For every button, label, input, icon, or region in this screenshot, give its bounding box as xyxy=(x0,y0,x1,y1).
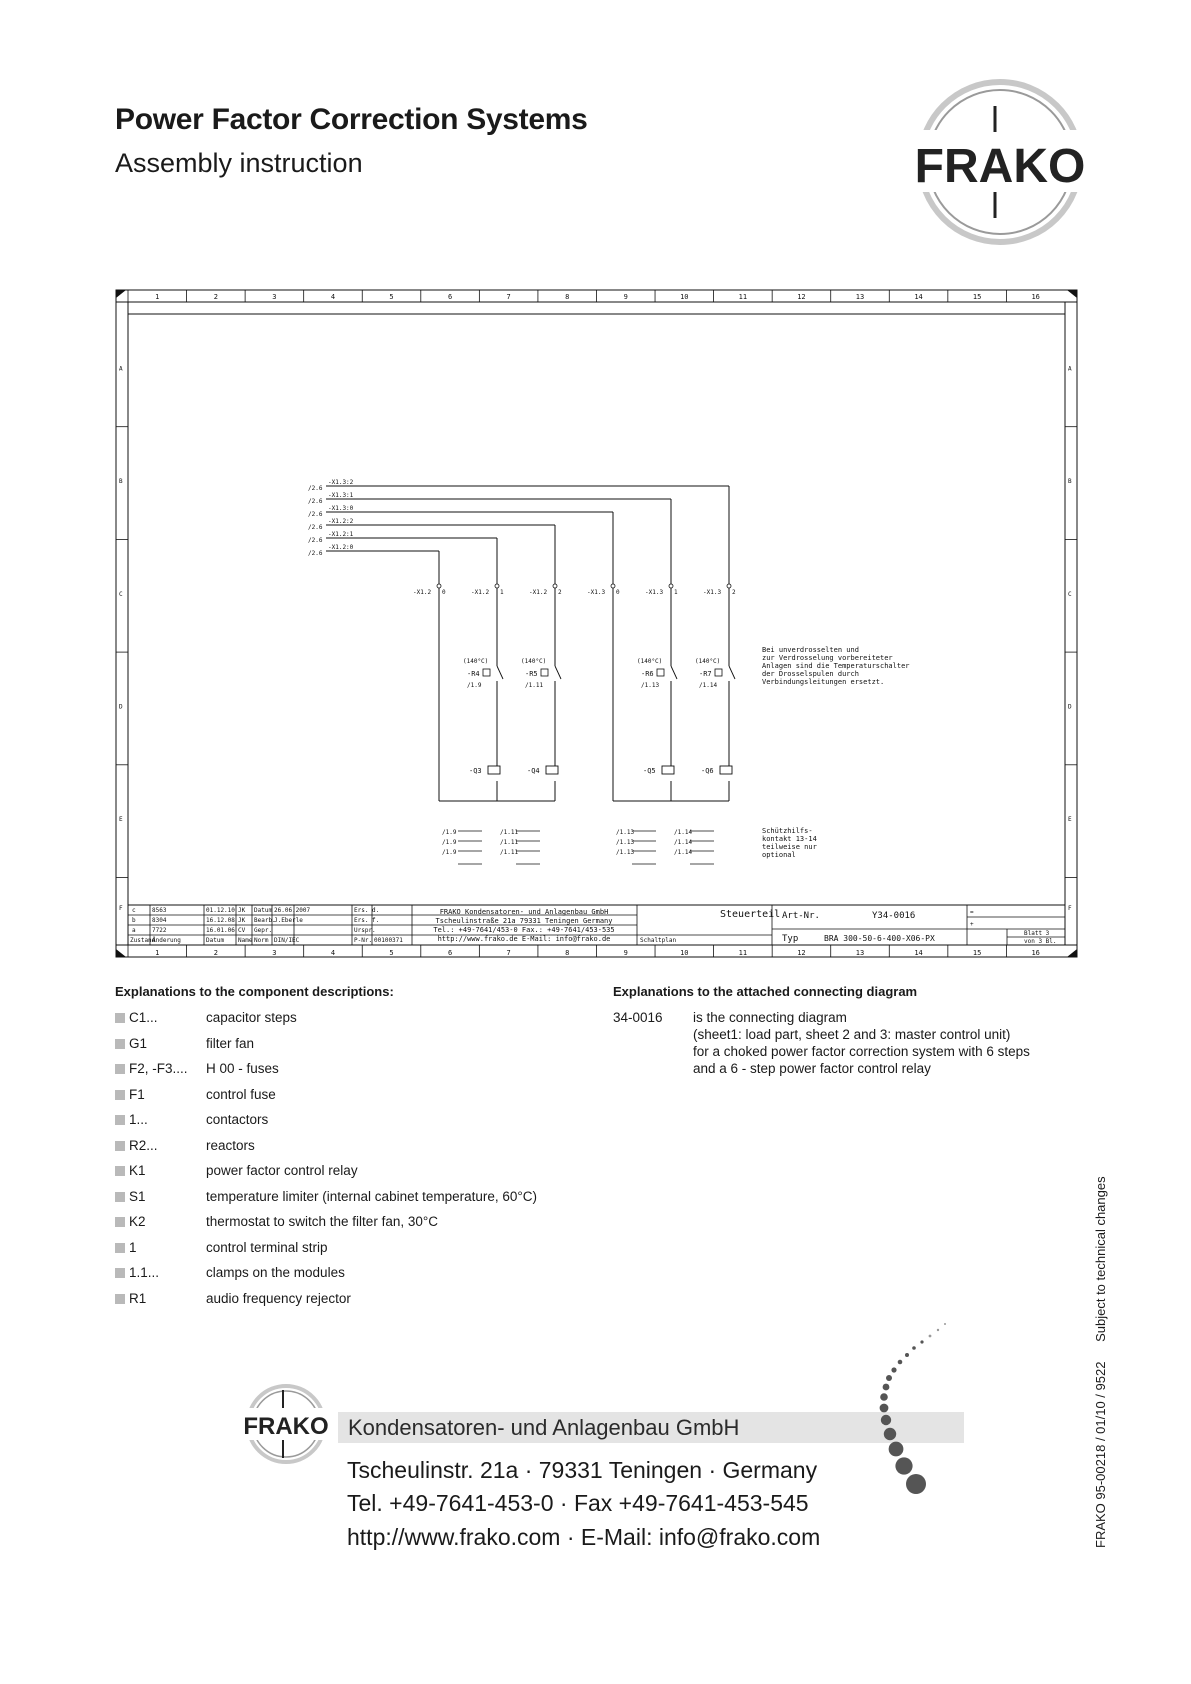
thermo-temp: (140°C) xyxy=(463,658,489,665)
page-subtitle: Assembly instruction xyxy=(115,148,363,178)
contact-ref: /1.11 xyxy=(500,839,519,846)
svg-text:DIN/IEC: DIN/IEC xyxy=(274,937,300,944)
svg-text:+: + xyxy=(970,921,974,928)
dot xyxy=(883,1384,890,1391)
component-item xyxy=(115,1291,351,1309)
cross-ref: /2.6 xyxy=(308,524,323,531)
component-desc: contactors xyxy=(206,1112,269,1127)
svg-text:Tscheulinstraße 21a 79331 T: Tscheulinstraße 21a 79331 Teningen Germany xyxy=(435,917,613,925)
terminal-ref: -X1.3:2 xyxy=(328,479,354,486)
diagram-explanations-heading: Explanations to the attached connecting diagram xyxy=(613,984,918,999)
svg-text:26.06.2007: 26.06.2007 xyxy=(274,907,311,914)
thermo-temp: (140°C) xyxy=(695,658,721,665)
contact-ref: /1.14 xyxy=(674,839,693,846)
column-label: 11 xyxy=(738,293,748,301)
svg-text:Datum: Datum xyxy=(206,937,225,944)
component-code: K1 xyxy=(129,1163,146,1178)
dot xyxy=(880,1393,888,1401)
column-label: 15 xyxy=(972,949,982,957)
component-code: 1.1... xyxy=(129,1265,160,1280)
terminal-point xyxy=(611,584,615,588)
svg-text:=: = xyxy=(970,909,974,916)
component-desc: H 00 - fuses xyxy=(206,1061,279,1076)
terminal-label: -X1.3 xyxy=(703,589,722,596)
svg-text:Zustand: Zustand xyxy=(130,937,156,944)
component-item xyxy=(115,1265,345,1283)
svg-text:16.12.08: 16.12.08 xyxy=(206,917,235,924)
footer-frako-logo xyxy=(238,1380,334,1468)
component-item xyxy=(115,1112,268,1130)
diagram-desc-line: (sheet1: load part, sheet 2 and 3: master control unit) xyxy=(693,1027,1011,1042)
terminal-point xyxy=(553,584,557,588)
terminal-label: -X1.2 xyxy=(529,589,548,596)
terminal-point xyxy=(495,584,499,588)
svg-text:Y34-0016: Y34-0016 xyxy=(872,911,916,921)
component-explanations-heading: Explanations to the component descriptions: xyxy=(115,984,394,999)
component-code: 1... xyxy=(129,1112,148,1127)
component-code: F2, -F3.... xyxy=(129,1061,188,1076)
document-number: FRAKO 95-00218 / 01/10 / 9522 xyxy=(1093,1361,1108,1548)
column-label: 16 xyxy=(1031,949,1040,957)
svg-text:Bei unverdrosselten und: Bei unverdrosselten und xyxy=(762,646,859,654)
svg-text:BRA 300-50-6-400-X06-PX: BRA 300-50-6-400-X06-PX xyxy=(824,934,935,943)
column-label: 4 xyxy=(330,949,336,957)
terminal-point xyxy=(669,584,673,588)
svg-text:8304: 8304 xyxy=(152,917,167,924)
thermo-ref: /1.9 xyxy=(467,682,482,689)
row-label: D xyxy=(1068,703,1072,711)
contactor-label: -Q3 xyxy=(469,767,482,775)
contact-ref: /1.13 xyxy=(616,829,635,836)
bullet-square-icon xyxy=(115,1192,125,1202)
thermo-name: -R4 xyxy=(467,670,480,678)
thermo-temp: (140°C) xyxy=(637,658,663,665)
row-label: D xyxy=(119,703,123,711)
thermo-symbol xyxy=(657,669,664,676)
column-label: 9 xyxy=(623,293,628,301)
svg-text:7722: 7722 xyxy=(152,927,167,934)
logo-text: FRAKO xyxy=(914,140,1086,193)
svg-text:optional: optional xyxy=(762,851,796,859)
column-label: 5 xyxy=(389,949,394,957)
component-item xyxy=(115,1087,276,1105)
svg-text:01.12.10: 01.12.10 xyxy=(206,907,235,914)
dot xyxy=(881,1415,891,1425)
contactor-label: -Q6 xyxy=(701,767,714,775)
component-desc: filter fan xyxy=(206,1035,255,1051)
svg-text:Steuerteil: Steuerteil xyxy=(720,909,781,920)
footer-address: Tscheulinstr. 21a · 79331 Teningen · Germany xyxy=(347,1457,818,1483)
component-item xyxy=(115,1061,279,1079)
column-label: 14 xyxy=(914,293,923,301)
contactor-coil xyxy=(488,766,500,774)
svg-text:Anlagen sind die Temperatursch: Anlagen sind die Temperaturschalter xyxy=(762,662,910,670)
thermo-name: -R7 xyxy=(699,670,712,678)
terminal-label: -X1.3 xyxy=(587,589,606,596)
column-label: 7 xyxy=(506,293,511,301)
component-desc: capacitor steps xyxy=(206,1010,297,1025)
dot xyxy=(880,1404,889,1413)
cross-ref: /2.6 xyxy=(308,537,323,544)
contact-ref: /1.14 xyxy=(674,849,693,856)
svg-text:Datum: Datum xyxy=(254,907,273,914)
row-label: F xyxy=(1068,905,1072,912)
aux-contact-note xyxy=(762,827,817,859)
svg-text:Schaltplan: Schaltplan xyxy=(640,937,677,944)
dot xyxy=(912,1346,916,1350)
bullet-square-icon xyxy=(115,1294,125,1304)
footer-logo-text: FRAKO xyxy=(243,1413,329,1440)
cross-ref: /2.6 xyxy=(308,485,323,492)
svg-text:Tel.: +49-7641/453-0 Fax.:: Tel.: +49-7641/453-0 Fax.: +49-7641/453-535 xyxy=(433,926,615,934)
svg-text:Verbindungsleitungen ersetzt.: Verbindungsleitungen ersetzt. xyxy=(762,678,885,686)
contact-ref: /1.11 xyxy=(500,849,519,856)
component-code: G1 xyxy=(129,1035,148,1051)
terminal-label: -X1.3 xyxy=(645,589,664,596)
terminal-label: -X1.2 xyxy=(413,589,432,596)
contactor-coil xyxy=(546,766,558,774)
svg-text:Name: Name xyxy=(238,937,253,944)
bullet-square-icon xyxy=(115,1064,125,1074)
component-item xyxy=(115,1214,438,1232)
technical-changes-note: Subject to technical changes xyxy=(1093,1176,1108,1342)
svg-text:00100371: 00100371 xyxy=(374,937,403,944)
component-desc: control terminal strip xyxy=(206,1239,328,1255)
contact-ref: /1.13 xyxy=(616,849,635,856)
contact-ref: /1.13 xyxy=(616,839,635,846)
component-code: R1 xyxy=(129,1290,147,1306)
footer-company-name: Kondensatoren- und Anlagenbau GmbH xyxy=(348,1415,740,1440)
svg-text:von 3 Bl.: von 3 Bl. xyxy=(1024,938,1057,945)
thermo-ref: /1.14 xyxy=(699,682,718,689)
bullet-square-icon xyxy=(115,1243,125,1253)
diagram-desc-line: is the connecting diagram xyxy=(693,1010,847,1025)
svg-text:der Drosselspulen durch: der Drosselspulen durch xyxy=(762,670,859,678)
contact-ref: /1.9 xyxy=(442,829,457,836)
column-label: 8 xyxy=(565,293,570,301)
row-label: A xyxy=(1068,365,1072,373)
component-code: 1 xyxy=(129,1239,137,1255)
component-item xyxy=(115,1240,328,1258)
component-code: C1... xyxy=(129,1010,158,1025)
svg-text:c: c xyxy=(132,907,136,914)
bullet-square-icon xyxy=(115,1141,125,1151)
bullet-square-icon xyxy=(115,1013,125,1023)
thermo-ref: /1.13 xyxy=(641,682,660,689)
component-desc: reactors xyxy=(206,1137,255,1153)
svg-text:Bearb.: Bearb. xyxy=(254,917,276,924)
dot xyxy=(905,1353,909,1357)
thermo-contact xyxy=(497,666,503,679)
terminal-pin: 1 xyxy=(674,589,678,596)
contactor-label: -Q5 xyxy=(643,767,656,775)
bullet-square-icon xyxy=(115,1268,125,1278)
column-label: 12 xyxy=(797,293,806,301)
contact-ref: /1.9 xyxy=(442,839,457,846)
component-code: K2 xyxy=(129,1214,146,1229)
bullet-square-icon xyxy=(115,1039,125,1049)
component-item xyxy=(115,1010,297,1028)
component-desc: control fuse xyxy=(206,1086,276,1102)
column-label: 5 xyxy=(389,293,394,301)
component-desc: thermostat to switch the filter fan, 30°C xyxy=(206,1214,438,1229)
dot xyxy=(929,1335,932,1338)
column-label: 11 xyxy=(738,949,748,957)
column-label: 2 xyxy=(213,293,218,301)
dot xyxy=(906,1474,926,1494)
page-title: Power Factor Correction Systems xyxy=(115,103,588,136)
component-item xyxy=(115,1036,254,1054)
row-label: E xyxy=(1068,816,1072,824)
component-item xyxy=(115,1189,537,1207)
terminal-pin: 0 xyxy=(442,589,446,596)
terminal-pin: 1 xyxy=(500,589,504,596)
column-label: 4 xyxy=(330,293,336,301)
terminal-label: -X1.2 xyxy=(471,589,490,596)
circuit-diagram xyxy=(112,286,1082,963)
terminal-pin: 0 xyxy=(616,589,620,596)
thermo-contact xyxy=(555,666,561,679)
thermo-symbol xyxy=(715,669,722,676)
row-label: F xyxy=(119,905,123,912)
svg-text:http://www.frako.de E-Mail:: http://www.frako.de E-Mail: info@frako.de xyxy=(437,935,611,943)
component-code: F1 xyxy=(129,1086,145,1102)
diagram-desc-line: and a 6 - step power factor control relay xyxy=(693,1061,931,1076)
terminal-point xyxy=(437,584,441,588)
svg-text:8563: 8563 xyxy=(152,907,167,914)
column-label: 3 xyxy=(272,949,277,957)
component-desc: audio frequency rejector xyxy=(206,1290,351,1306)
thermo-name: -R6 xyxy=(641,670,654,678)
cross-ref: /2.6 xyxy=(308,511,323,518)
column-label: 6 xyxy=(447,949,453,957)
column-label: 7 xyxy=(506,949,511,957)
contactor-label: -Q4 xyxy=(527,767,540,775)
thermo-note xyxy=(762,646,910,686)
thermo-contact xyxy=(671,666,677,679)
row-label: B xyxy=(1068,478,1072,486)
svg-text:Urspr.: Urspr. xyxy=(354,927,376,934)
svg-text:16.01.06: 16.01.06 xyxy=(206,927,235,934)
diagram-code: 34-0016 xyxy=(613,1010,663,1025)
svg-text:teilweise nur: teilweise nur xyxy=(762,843,817,851)
thermo-ref: /1.11 xyxy=(525,682,544,689)
contact-ref: /1.9 xyxy=(442,849,457,856)
footer-web: http://www.frako.com · E-Mail: info@frako.com xyxy=(347,1524,821,1550)
contactor-coil xyxy=(720,766,732,774)
svg-text:JK: JK xyxy=(238,917,246,924)
column-label: 10 xyxy=(680,949,689,957)
column-label: 6 xyxy=(447,293,453,301)
thermo-contact xyxy=(729,666,735,679)
dot xyxy=(889,1442,904,1457)
svg-text:Norm: Norm xyxy=(254,937,269,944)
svg-text:Art-Nr.: Art-Nr. xyxy=(782,911,820,921)
row-label: C xyxy=(119,590,123,598)
column-label: 2 xyxy=(213,949,218,957)
terminal-pin: 2 xyxy=(732,589,736,596)
component-code: R2... xyxy=(129,1137,158,1153)
svg-text:Gepr.: Gepr. xyxy=(254,927,273,934)
bullet-square-icon xyxy=(115,1090,125,1100)
column-label: 12 xyxy=(797,949,806,957)
column-label: 8 xyxy=(565,949,570,957)
column-label: 1 xyxy=(155,949,160,957)
row-label: C xyxy=(1068,590,1072,598)
component-desc: clamps on the modules xyxy=(206,1265,345,1280)
dot xyxy=(895,1457,912,1474)
thermo-temp: (140°C) xyxy=(521,658,547,665)
decorative-dots xyxy=(840,1318,960,1518)
column-label: 9 xyxy=(623,949,628,957)
component-desc: power factor control relay xyxy=(206,1163,358,1178)
terminal-ref: -X1.2:0 xyxy=(328,544,354,551)
dot xyxy=(944,1323,946,1325)
dot xyxy=(884,1428,896,1440)
svg-text:Typ: Typ xyxy=(782,934,799,944)
svg-text:zur Verdrosselung vorbereitete: zur Verdrosselung vorbereiteter xyxy=(762,654,893,662)
svg-text:a: a xyxy=(132,927,136,934)
dot xyxy=(898,1360,903,1365)
svg-text:J.Eberle: J.Eberle xyxy=(274,917,303,924)
column-label: 16 xyxy=(1031,293,1040,301)
svg-text:kontakt 13-14: kontakt 13-14 xyxy=(762,835,817,843)
terminal-point xyxy=(727,584,731,588)
svg-text:b: b xyxy=(132,917,136,924)
dot xyxy=(891,1367,896,1372)
svg-text:P-Nr.: P-Nr. xyxy=(354,937,373,944)
thermo-symbol xyxy=(483,669,490,676)
column-label: 15 xyxy=(972,293,982,301)
column-label: 14 xyxy=(914,949,923,957)
svg-text:FRAKO Kondensatoren- und Anlag: FRAKO Kondensatoren- und Anlagenbau GmbH xyxy=(439,908,609,916)
contactor-coil xyxy=(662,766,674,774)
svg-text:Ers. d.: Ers. d. xyxy=(354,907,380,914)
cross-ref: /2.6 xyxy=(308,550,323,557)
terminal-pin: 2 xyxy=(558,589,562,596)
contact-ref: /1.11 xyxy=(500,829,519,836)
thermo-symbol xyxy=(541,669,548,676)
dot xyxy=(886,1375,892,1381)
bullet-square-icon xyxy=(115,1115,125,1125)
svg-text:Blatt 3: Blatt 3 xyxy=(1024,930,1050,937)
component-item xyxy=(115,1138,255,1156)
svg-text:Ers. f.: Ers. f. xyxy=(354,917,380,924)
footer-phone: Tel. +49-7641-453-0 · Fax +49-7641-453-545 xyxy=(347,1490,809,1516)
column-label: 13 xyxy=(855,293,865,301)
terminal-ref: -X1.3:0 xyxy=(328,505,354,512)
dot xyxy=(920,1340,923,1343)
component-code: S1 xyxy=(129,1188,146,1204)
component-item xyxy=(115,1163,358,1181)
dot xyxy=(937,1329,939,1331)
side-note xyxy=(1093,1160,1108,1548)
row-label: E xyxy=(119,816,123,824)
contact-ref: /1.14 xyxy=(674,829,693,836)
cross-ref: /2.6 xyxy=(308,498,323,505)
terminal-ref: -X1.3:1 xyxy=(328,492,354,499)
column-label: 1 xyxy=(155,293,160,301)
column-label: 10 xyxy=(680,293,689,301)
title-block xyxy=(128,905,1065,945)
component-desc: temperature limiter (internal cabinet temperature, 60°C) xyxy=(206,1188,538,1204)
frako-logo xyxy=(900,76,1100,248)
thermo-name: -R5 xyxy=(525,670,538,678)
column-label: 3 xyxy=(272,293,277,301)
terminal-ref: -X1.2:2 xyxy=(328,518,354,525)
svg-text:Schützhilfs-: Schützhilfs- xyxy=(762,827,813,835)
svg-text:CV: CV xyxy=(238,927,246,934)
row-label: A xyxy=(119,365,123,373)
column-label: 13 xyxy=(855,949,865,957)
terminal-ref: -X1.2:1 xyxy=(328,531,354,538)
diagram-desc-line: for a choked power factor correction system with 6 steps xyxy=(693,1044,1030,1059)
svg-text:JK: JK xyxy=(238,907,246,914)
row-label: B xyxy=(119,478,123,486)
bullet-square-icon xyxy=(115,1166,125,1176)
bullet-square-icon xyxy=(115,1217,125,1227)
svg-text:Änderung: Änderung xyxy=(152,937,181,944)
